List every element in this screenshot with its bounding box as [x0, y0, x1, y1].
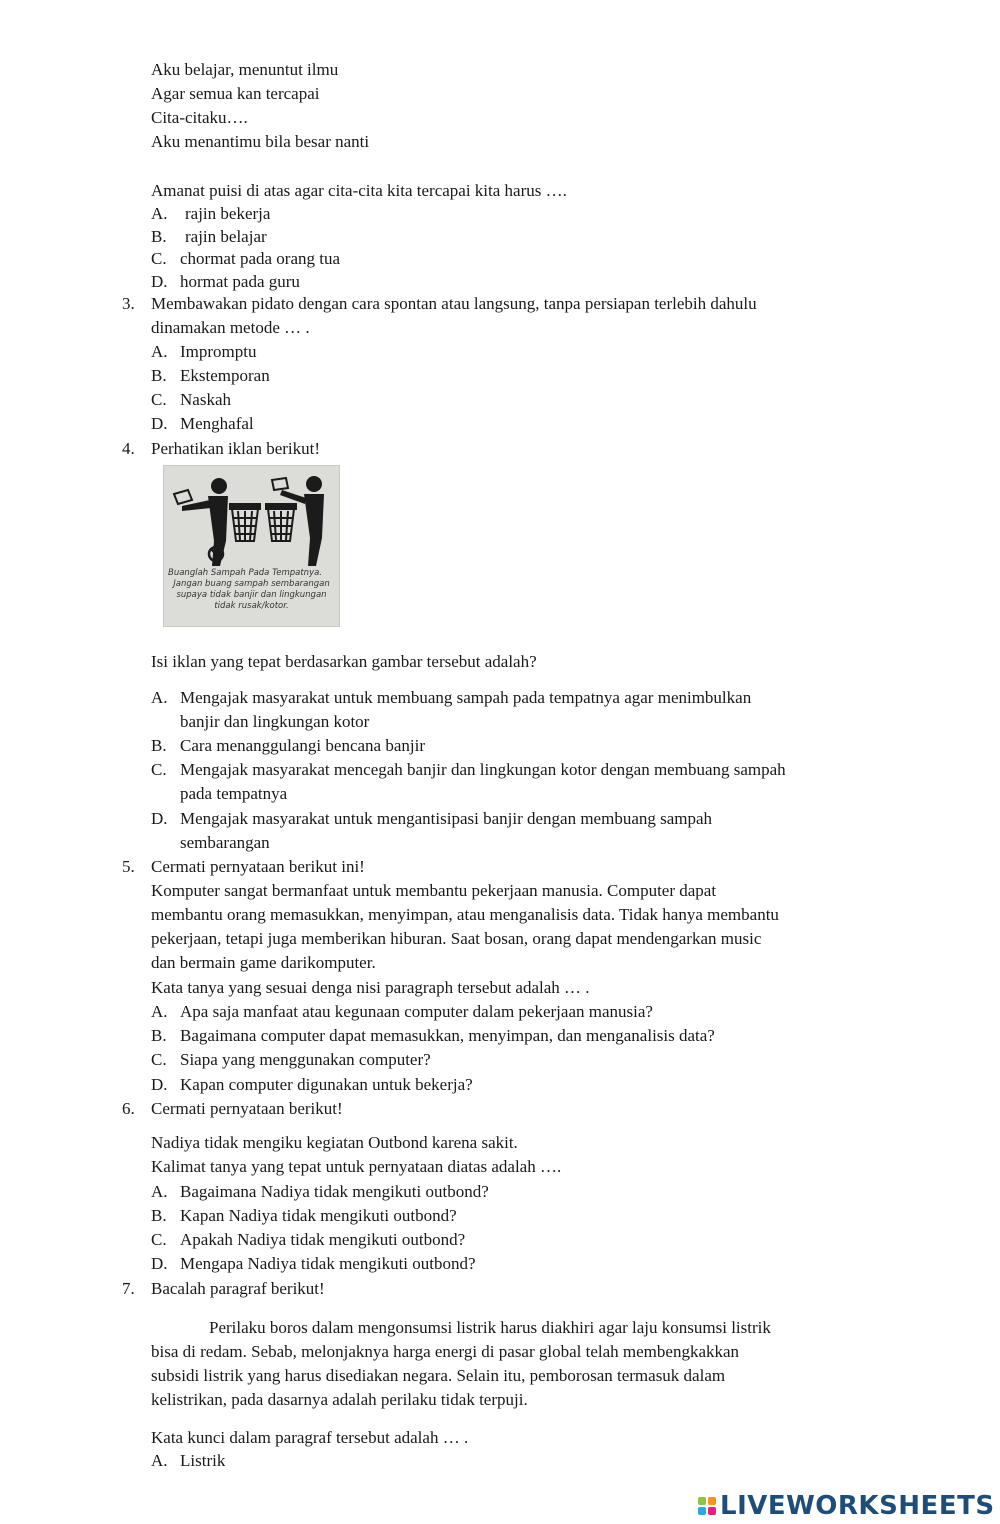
q5-option-d[interactable]: Kapan computer digunakan untuk bekerja? — [180, 1075, 473, 1094]
q6-option-letter: C. — [151, 1230, 167, 1249]
q3-option-d[interactable]: Menghafal — [180, 414, 254, 433]
q7-paragraph-line: subsidi listrik yang harus disediakan negara. Selain itu, pemborosan termasuk dalam — [151, 1366, 726, 1385]
q4-option-letter: B. — [151, 736, 167, 755]
ad-caption — [168, 568, 335, 612]
ad-caption-line: supaya tidak banjir dan lingkungan — [176, 590, 327, 600]
q2-stem: Amanat puisi di atas agar cita-cita kita tercapai kita harus …. — [151, 181, 567, 200]
q7-number: 7. — [122, 1279, 135, 1298]
q3-number: 3. — [122, 294, 135, 313]
q5-option-letter: B. — [151, 1026, 167, 1045]
q5-option-b[interactable]: Bagaimana computer dapat memasukkan, menyimpan, dan menganalisis data? — [180, 1026, 715, 1045]
q4-option-b[interactable]: Cara menanggulangi bencana banjir — [180, 736, 425, 755]
brand-name: LIVEWORKSHEETS — [720, 1490, 995, 1521]
q2-option-letter: D. — [151, 272, 168, 291]
q5-option-letter: A. — [151, 1002, 168, 1021]
q2-option-c[interactable]: chormat pada orang tua — [180, 249, 341, 268]
q4-number: 4. — [122, 439, 135, 458]
q6-option-b[interactable]: Kapan Nadiya tidak mengikuti outbond? — [180, 1206, 457, 1225]
q5-paragraph-line: Komputer sangat bermanfaat untuk membantu pekerjaan manusia. Computer dapat — [151, 881, 717, 900]
q6-option-letter: B. — [151, 1206, 167, 1225]
q4-option-letter: A. — [151, 688, 168, 707]
q6-option-d[interactable]: Mengapa Nadiya tidak mengikuti outbond? — [180, 1254, 476, 1273]
q7-paragraph-line: Perilaku boros dalam mengonsumsi listrik harus diakhiri agar laju konsumsi listrik — [209, 1318, 771, 1337]
trash-bin-right — [266, 504, 296, 541]
poem-line: Agar semua kan tercapai — [151, 84, 320, 103]
liveworksheets-logo-icon — [698, 1497, 716, 1515]
trash-item-right — [272, 478, 288, 490]
q4-option-letter: C. — [151, 760, 167, 779]
q2-option-b[interactable]: rajin belajar — [185, 227, 267, 246]
q5-stem: Cermati pernyataan berikut ini! — [151, 857, 365, 876]
q6-statement: Nadiya tidak mengiku kegiatan Outbond karena sakit. — [151, 1133, 518, 1152]
ad-caption-line: Buanglah Sampah Pada Tempatnya. — [168, 568, 323, 578]
q7-option-letter: A. — [151, 1451, 168, 1470]
q5-number: 5. — [122, 857, 135, 876]
q4-stem: Perhatikan iklan berikut! — [151, 439, 321, 458]
q6-number: 6. — [122, 1099, 135, 1118]
q2-option-letter: A. — [151, 204, 168, 223]
q5-option-c[interactable]: Siapa yang menggunakan computer? — [180, 1050, 431, 1069]
q5-paragraph-line: dan bermain game darikomputer. — [151, 953, 376, 972]
poem-line: Aku belajar, menuntut ilmu — [151, 60, 339, 79]
q4-question: Isi iklan yang tepat berdasarkan gambar tersebut adalah? — [151, 652, 537, 671]
q4-option-c-cont[interactable]: pada tempatnya — [180, 784, 288, 803]
q7-stem: Bacalah paragraf berikut! — [151, 1279, 325, 1298]
q2-option-a[interactable]: rajin bekerja — [185, 204, 271, 223]
q5-option-letter: C. — [151, 1050, 167, 1069]
ad-caption-line: Jangan buang sampah sembarangan — [173, 579, 330, 589]
q5-paragraph-line: membantu orang memasukkan, menyimpan, atau menganalisis data. Tidak hanya membantu — [151, 905, 779, 924]
q3-option-a[interactable]: Impromptu — [180, 342, 257, 361]
person-head-left — [211, 478, 227, 494]
q3-option-b[interactable]: Ekstemporan — [180, 366, 270, 385]
q6-option-c[interactable]: Apakah Nadiya tidak mengikuti outbond? — [180, 1230, 466, 1249]
q7-question: Kata kunci dalam paragraf tersebut adalah … . — [151, 1428, 469, 1447]
trash-item-left — [174, 490, 192, 504]
q5-paragraph-line: pekerjaan, tetapi juga memberikan hiburan. Saat bosan, orang dapat mendengarkan music — [151, 929, 762, 948]
q2-option-letter: B. — [151, 227, 167, 246]
liveworksheets-logo[interactable] — [698, 1490, 995, 1522]
q3-option-letter: D. — [151, 414, 168, 433]
person-arm-right — [280, 490, 306, 504]
poem-line: Aku menantimu bila besar nanti — [151, 132, 370, 151]
q5-option-a[interactable]: Apa saja manfaat atau kegunaan computer dalam pekerjaan manusia? — [180, 1002, 653, 1021]
q4-option-letter: D. — [151, 809, 168, 828]
person-body-right — [304, 494, 324, 566]
trash-bin-left — [230, 504, 260, 541]
q3-option-letter: C. — [151, 390, 167, 409]
q4-option-a[interactable]: Mengajak masyarakat untuk membuang sampah pada tempatnya agar menimbulkan — [180, 688, 752, 707]
q4-option-d[interactable]: Mengajak masyarakat untuk mengantisipasi banjir dengan membuang sampah — [180, 809, 713, 828]
q6-question: Kalimat tanya yang tepat untuk pernyataan diatas adalah …. — [151, 1157, 562, 1176]
q5-question: Kata tanya yang sesuai denga nisi paragraph tersebut adalah … . — [151, 978, 590, 997]
q7-paragraph-line: kelistrikan, pada dasarnya adalah perilaku tidak terpuji. — [151, 1390, 528, 1409]
q7-option-a[interactable]: Listrik — [180, 1451, 226, 1470]
q3-option-c[interactable]: Naskah — [180, 390, 231, 409]
q3-option-letter: B. — [151, 366, 167, 385]
ad-image — [163, 465, 340, 627]
q6-stem: Cermati pernyataan berikut! — [151, 1099, 343, 1118]
q5-option-letter: D. — [151, 1075, 168, 1094]
q4-option-d-cont[interactable]: sembarangan — [180, 833, 270, 852]
q3-stem: dinamakan metode … . — [151, 318, 310, 337]
q2-option-d[interactable]: hormat pada guru — [180, 272, 300, 291]
q6-option-a[interactable]: Bagaimana Nadiya tidak mengikuti outbond? — [180, 1182, 489, 1201]
q3-option-letter: A. — [151, 342, 168, 361]
q4-option-c[interactable]: Mengajak masyarakat mencegah banjir dan lingkungan kotor dengan membuang sampah — [180, 760, 786, 779]
ad-caption-line: tidak rusak/kotor. — [214, 601, 289, 611]
q2-option-letter: C. — [151, 249, 167, 268]
q4-option-a-cont[interactable]: banjir dan lingkungan kotor — [180, 712, 370, 731]
q7-paragraph-line: bisa di redam. Sebab, melonjaknya harga energi di pasar global telah membengkakkan — [151, 1342, 740, 1361]
q3-stem: Membawakan pidato dengan cara spontan atau langsung, tanpa persiapan terlebih dahulu — [151, 294, 757, 313]
q6-option-letter: A. — [151, 1182, 168, 1201]
q6-option-letter: D. — [151, 1254, 168, 1273]
person-head-right — [306, 476, 322, 492]
poem-line: Cita-citaku…. — [151, 108, 248, 127]
